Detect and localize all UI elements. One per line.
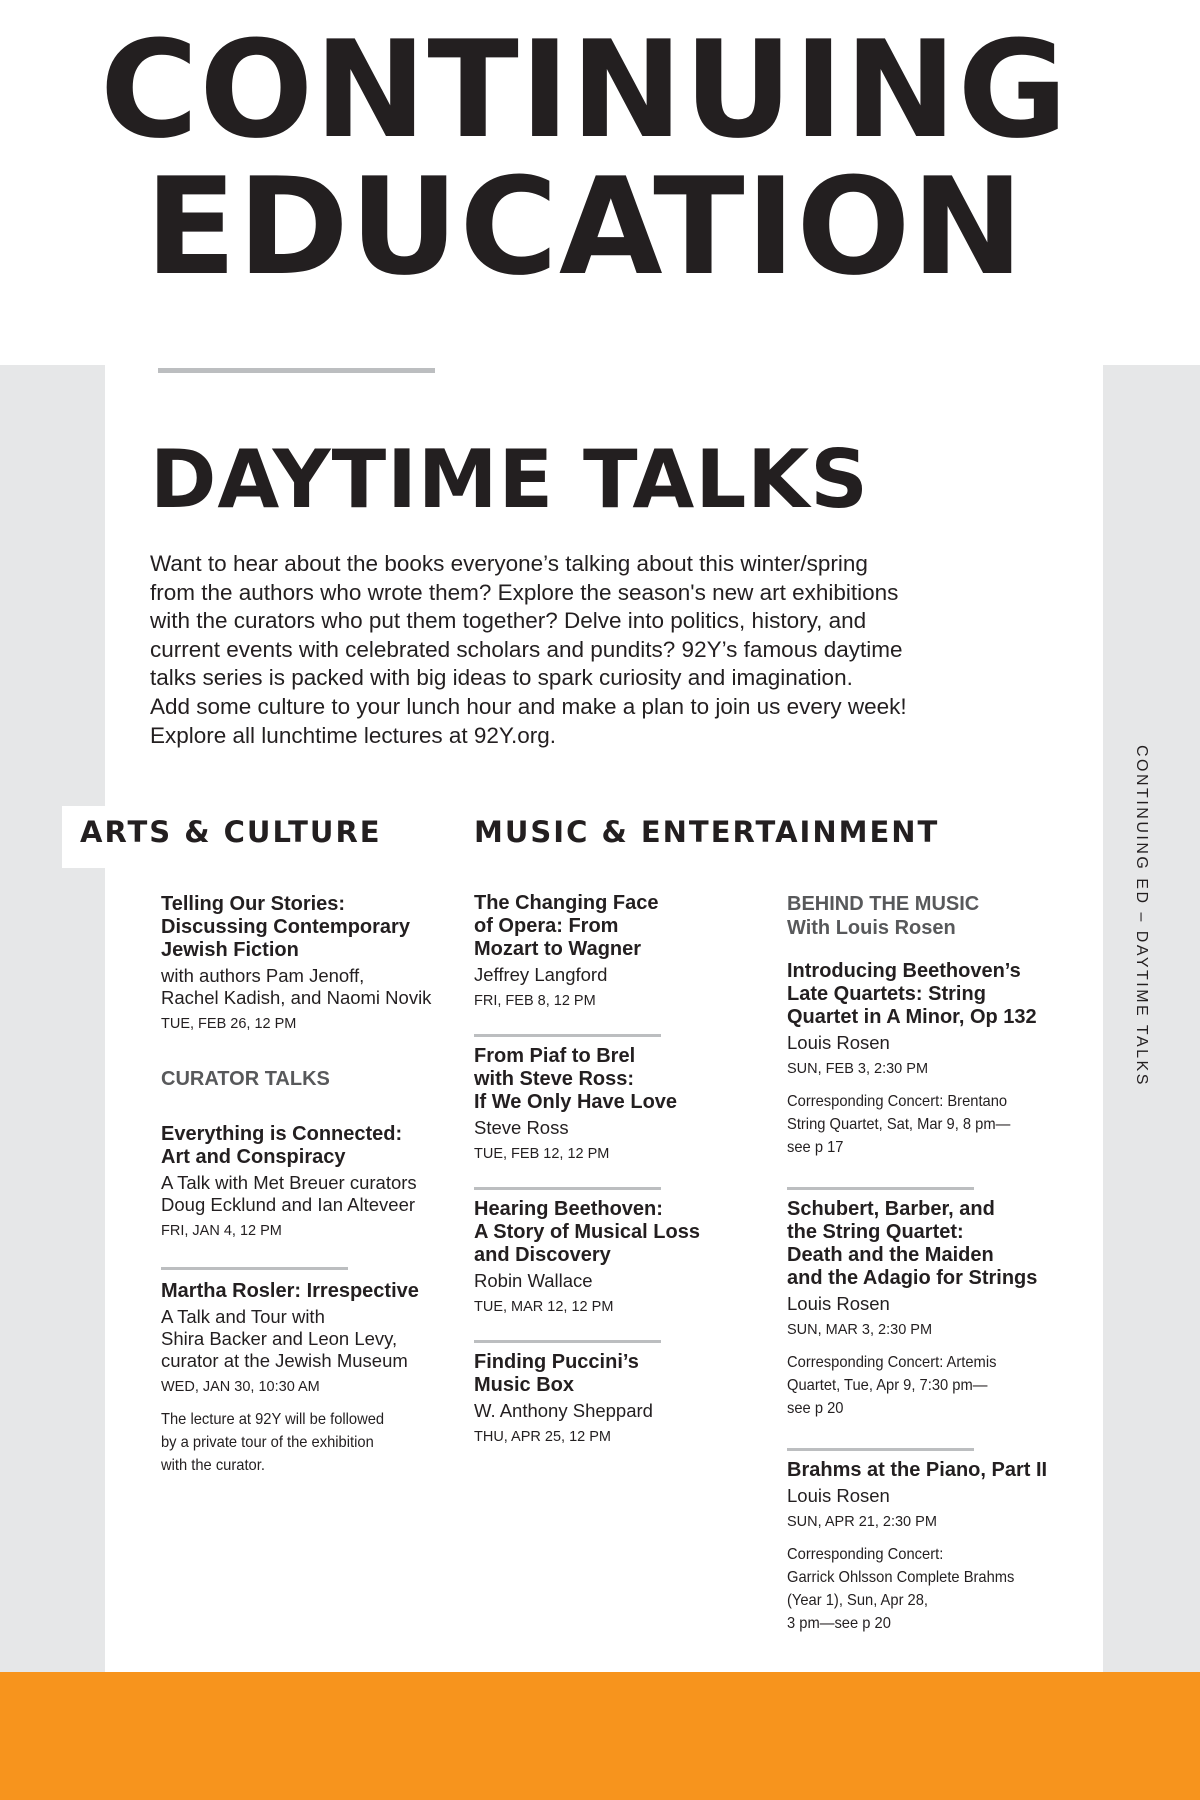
event-note [787, 1543, 1072, 1635]
intro-paragraph [150, 550, 1050, 750]
orange-footer-bar [0, 1672, 1200, 1800]
event-item [474, 1045, 774, 1163]
event-item [161, 1280, 461, 1477]
event-title-line: the String Quartet: [787, 1221, 964, 1243]
divider [787, 1448, 974, 1451]
event-item [787, 1198, 1097, 1420]
divider [787, 1187, 974, 1190]
event-title [161, 1123, 461, 1169]
event-speakers-line: Jeffrey Langford [474, 964, 608, 985]
event-speakers-line: A Talk with Met Breuer curators [161, 1172, 417, 1193]
event-title-line: and Discovery [474, 1244, 611, 1266]
event-item [474, 1198, 774, 1316]
event-title-line: A Story of Musical Loss [474, 1221, 700, 1243]
event-title-line: The Changing Face [474, 892, 659, 914]
event-note-line: by a private tour of the exhibition [161, 1434, 374, 1451]
event-item [787, 1459, 1097, 1635]
event-title-line: Everything is Connected: [161, 1123, 403, 1145]
right-gray-strip [1103, 365, 1200, 1672]
intro-line: Explore all lunchtime lectures at 92Y.org. [150, 722, 557, 748]
event-speakers-line: Doug Ecklund and Ian Alteveer [161, 1194, 416, 1215]
divider [474, 1187, 661, 1190]
group-heading-line: With Louis Rosen [787, 917, 956, 939]
event-title [474, 1198, 774, 1267]
event-note-line: Quartet, Tue, Apr 9, 7:30 pm— [787, 1377, 988, 1394]
event-speakers [474, 1400, 774, 1422]
event-title [787, 1459, 1097, 1482]
event-title-line: Brahms at the Piano, Part II [787, 1459, 1048, 1481]
event-title-line: Art and Conspiracy [161, 1146, 346, 1168]
event-title [161, 1280, 461, 1303]
event-title [474, 1045, 774, 1114]
event-datetime: TUE, FEB 12, 12 PM [474, 1146, 610, 1162]
event-title-line: Hearing Beethoven: [474, 1198, 663, 1220]
intro-line: current events with celebrated scholars and pundits? 92Y’s famous daytime [150, 636, 903, 662]
event-datetime: FRI, JAN 4, 12 PM [161, 1223, 282, 1239]
intro-line: talks series is packed with big ideas to spark curiosity and imagination. [150, 665, 853, 691]
event-title-line: Quartet in A Minor, Op 132 [787, 1006, 1037, 1028]
event-speakers-line: W. Anthony Sheppard [474, 1400, 653, 1421]
event-note-line: Corresponding Concert: [787, 1546, 944, 1563]
event-title-line: From Piaf to Brel [474, 1045, 636, 1067]
event-note-line: (Year 1), Sun, Apr 28, [787, 1592, 929, 1609]
event-note-line: see p 20 [787, 1400, 844, 1417]
event-title-line: Late Quartets: String [787, 983, 986, 1005]
event-title [161, 893, 461, 962]
event-title-line: Death and the Maiden [787, 1244, 994, 1266]
event-speakers-line: Louis Rosen [787, 1293, 890, 1314]
event-speakers [787, 1032, 1097, 1054]
event-speakers-line: Steve Ross [474, 1117, 569, 1138]
event-title-line: Introducing Beethoven’s [787, 960, 1021, 982]
intro-line: from the authors who wrote them? Explore the season's new art exhibitions [150, 579, 899, 605]
event-title [787, 1198, 1097, 1290]
page-title-line: CONTINUING [100, 12, 1069, 168]
event-datetime: SUN, FEB 3, 2:30 PM [787, 1061, 929, 1077]
event-note-line: Garrick Ohlsson Complete Brahms [787, 1569, 1015, 1586]
event-datetime: TUE, FEB 26, 12 PM [161, 1016, 297, 1032]
behind-the-music-heading [787, 892, 1097, 940]
page-title [100, 12, 1200, 305]
event-title-line: Music Box [474, 1374, 575, 1396]
event-speakers [474, 1117, 774, 1139]
event-title-line: with Steve Ross: [474, 1068, 635, 1090]
divider [161, 1267, 348, 1270]
event-item [787, 960, 1097, 1159]
group-heading-line: BEHIND THE MUSIC [787, 893, 980, 915]
divider [158, 368, 435, 373]
event-title-line: Schubert, Barber, and [787, 1198, 995, 1220]
event-datetime: SUN, MAR 3, 2:30 PM [787, 1322, 933, 1338]
event-item [474, 892, 774, 1010]
section-title: DAYTIME TALKS [150, 433, 869, 526]
event-note-line: 3 pm—see p 20 [787, 1615, 891, 1632]
event-note-line: String Quartet, Sat, Mar 9, 8 pm— [787, 1116, 1011, 1133]
behind-the-music-column [787, 892, 1097, 1635]
page-title-line: EDUCATION [145, 149, 1025, 305]
intro-line: Add some culture to your lunch hour and make a plan to join us every week! [150, 693, 907, 719]
event-note [787, 1090, 1072, 1159]
intro-line: Want to hear about the books everyone’s talking about this winter/spring [150, 551, 868, 576]
event-note-line: Corresponding Concert: Artemis [787, 1354, 997, 1371]
event-title-line: Telling Our Stories: [161, 893, 346, 915]
side-running-label: CONTINUING ED – DAYTIME TALKS [1133, 745, 1150, 1087]
event-speakers [474, 1270, 774, 1292]
event-title-line: If We Only Have Love [474, 1091, 678, 1113]
music-entertainment-heading: MUSIC & ENTERTAINMENT [474, 815, 940, 849]
event-title-line: of Opera: From [474, 915, 619, 937]
event-datetime: SUN, APR 21, 2:30 PM [787, 1514, 937, 1530]
event-note-line: The lecture at 92Y will be followed [161, 1411, 385, 1428]
event-item [474, 1351, 774, 1446]
divider [474, 1340, 661, 1343]
event-speakers [787, 1293, 1097, 1315]
event-title [474, 892, 774, 961]
event-title-line: Jewish Fiction [161, 939, 299, 961]
event-speakers [161, 1172, 461, 1216]
curator-talks-heading-text: CURATOR TALKS [161, 1068, 330, 1090]
event-speakers [161, 1306, 461, 1372]
event-title-line: Mozart to Wagner [474, 938, 642, 960]
event-note-line: Corresponding Concert: Brentano [787, 1093, 1008, 1110]
event-note-line: with the curator. [161, 1457, 265, 1474]
event-item [161, 1123, 461, 1240]
left-gray-strip [0, 365, 105, 1672]
event-title-line: Finding Puccini’s [474, 1351, 639, 1373]
event-note [161, 1408, 437, 1477]
event-speakers-line: A Talk and Tour with [161, 1306, 325, 1327]
event-speakers-line: Louis Rosen [787, 1485, 890, 1506]
intro-line: with the curators who put them together? Delve into politics, history, and [150, 608, 867, 634]
event-speakers [161, 965, 461, 1009]
event-datetime: WED, JAN 30, 10:30 AM [161, 1379, 320, 1395]
arts-column [161, 893, 461, 1477]
music-column [474, 892, 774, 1446]
event-datetime: FRI, FEB 8, 12 PM [474, 993, 596, 1009]
event-title-line: and the Adagio for Strings [787, 1267, 1038, 1289]
event-note [787, 1351, 1072, 1420]
event-speakers-line: curator at the Jewish Museum [161, 1350, 408, 1371]
event-speakers-line: Robin Wallace [474, 1270, 593, 1291]
divider [474, 1034, 661, 1037]
curator-talks-heading [161, 1067, 461, 1091]
event-title [474, 1351, 774, 1397]
event-speakers-line: Shira Backer and Leon Levy, [161, 1328, 398, 1349]
event-title-line: Discussing Contemporary [161, 916, 410, 938]
event-note-line: see p 17 [787, 1139, 844, 1156]
event-speakers-line: Louis Rosen [787, 1032, 890, 1053]
event-datetime: TUE, MAR 12, 12 PM [474, 1299, 614, 1315]
event-speakers-line: with authors Pam Jenoff, [161, 965, 365, 986]
event-speakers [787, 1485, 1097, 1507]
event-speakers-line: Rachel Kadish, and Naomi Novik [161, 987, 432, 1008]
event-title [787, 960, 1097, 1029]
arts-culture-heading: ARTS & CULTURE [80, 815, 382, 849]
event-speakers [474, 964, 774, 986]
event-datetime: THU, APR 25, 12 PM [474, 1429, 611, 1445]
event-item [161, 893, 461, 1033]
event-title-line: Martha Rosler: Irrespective [161, 1280, 419, 1302]
